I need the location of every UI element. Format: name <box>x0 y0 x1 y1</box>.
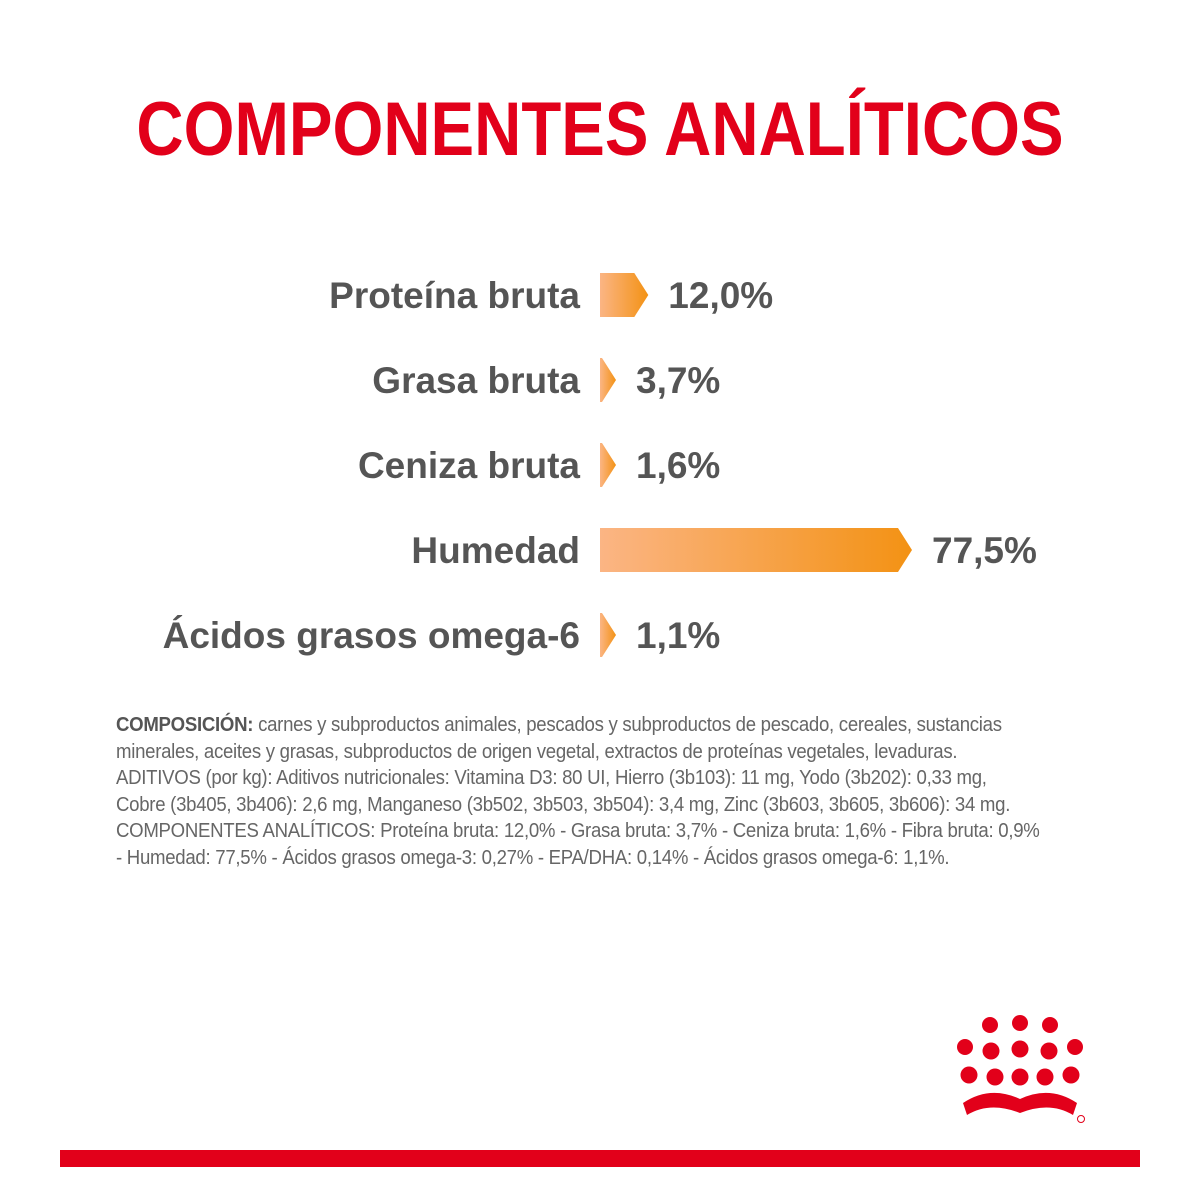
category-label: Humedad <box>411 530 580 571</box>
bar <box>600 613 616 657</box>
composition-line-6: - Humedad: 77,5% - Ácidos grasos omega-3: 0,27% - EPA/DHA: 0,14% - Ácidos grasos omega-6: 1,1%. <box>116 846 950 869</box>
value-label: 1,6% <box>636 445 721 486</box>
value-label: 3,7% <box>636 360 721 401</box>
bottom-accent-bar <box>60 1150 1140 1167</box>
value-label: 77,5% <box>932 530 1037 571</box>
value-label: 12,0% <box>668 275 774 316</box>
category-label: Ceniza bruta <box>357 445 580 486</box>
composition-line-1 <box>116 712 1037 739</box>
composition-title: COMPOSICIÓN: <box>116 714 254 736</box>
composition-text <box>116 712 1106 871</box>
category-label: Proteína bruta <box>329 275 580 316</box>
value-label: 1,1% <box>636 615 721 656</box>
bar <box>600 358 616 402</box>
bar <box>600 273 648 317</box>
category-label: Grasa bruta <box>372 360 580 401</box>
composition-line-1-text: carnes y subproductos animales, pescados y subproductos de pescado, cereales, sustancias <box>253 714 1002 736</box>
composition-line-2: minerales, aceites y grasas, subproductos de origen vegetal, extractos de proteínas vegetales, levaduras. <box>116 740 958 763</box>
composition-line-3: ADITIVOS (por kg): Aditivos nutricionales: Vitamina D3: 80 UI, Hierro (3b103): 11 mg, Yodo (3b202): 0,33 mg, <box>116 767 987 789</box>
composition-line-4: Cobre (3b405, 3b406): 2,6 mg, Manganeso (3b502, 3b503, 3b504): 3,4 mg, Zinc (3b603, 3b605, 3b606): 34 mg. <box>116 793 1011 816</box>
composition-line-5: COMPONENTES ANALÍTICOS: Proteína bruta: 12,0% - Grasa bruta: 3,7% - Ceniza bruta: 1,6% - Fibra bruta: 0,9% <box>116 820 1040 842</box>
page-title: COMPONENTES ANALÍTICOS <box>136 87 1064 172</box>
category-label: Ácidos grasos omega-6 <box>162 615 580 656</box>
analytical-components-chart <box>0 250 1200 680</box>
royal-canin-crown-icon <box>955 1015 1085 1125</box>
bar <box>600 528 912 572</box>
bar <box>600 443 616 487</box>
